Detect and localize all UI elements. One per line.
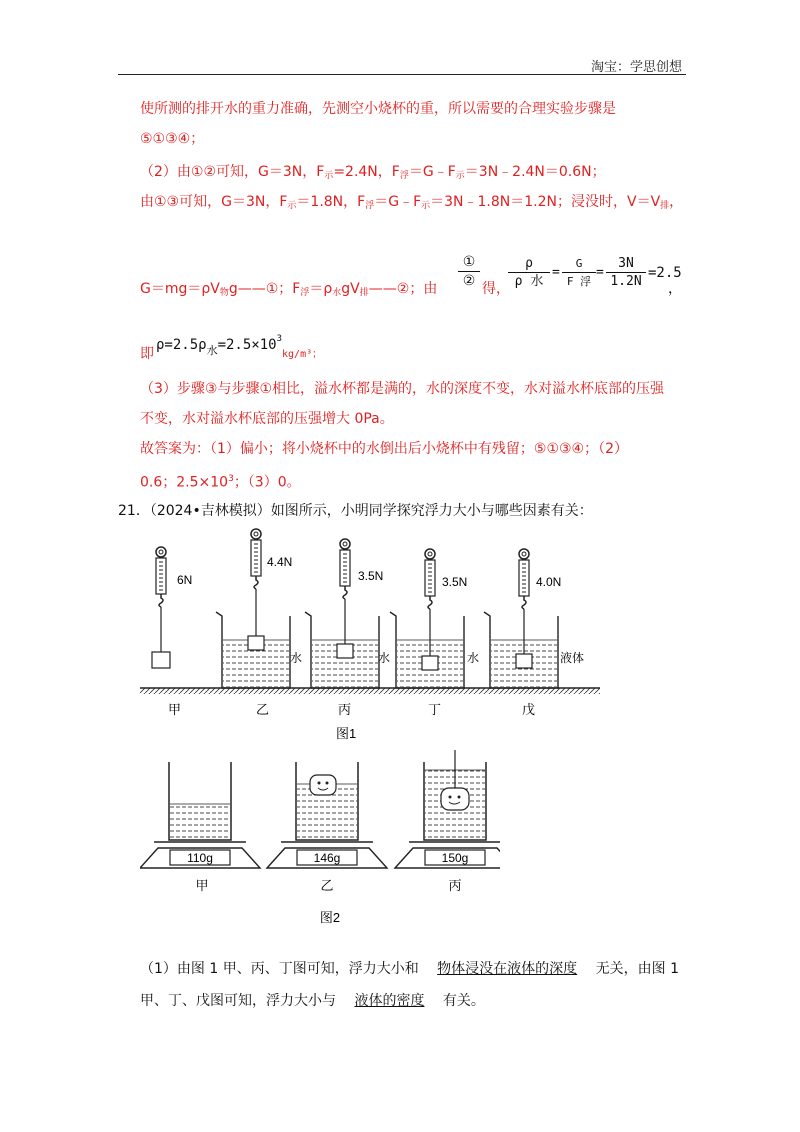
fraction-1-2: ① ② bbox=[458, 254, 480, 289]
label-wu: 戊 bbox=[522, 702, 536, 717]
answer-blank-2: 液体的密度 bbox=[354, 993, 425, 1009]
answer-line-10: 0.6；$2.5\times 10^3$；（3）0。 bbox=[140, 474, 301, 491]
figure-1 bbox=[130, 528, 610, 743]
label-yi: 乙 bbox=[256, 702, 270, 717]
answer-de: 得， bbox=[482, 281, 510, 297]
reading-bing: 3.5N bbox=[358, 569, 384, 583]
fig2-label-bing: 丙 bbox=[448, 878, 462, 893]
answer-line-5: $G=mg=\rho V_物g——①$；$F_浮=\rho_水gV_排——②$；由 bbox=[140, 281, 438, 298]
reading-ding: 3.5N bbox=[442, 575, 468, 589]
header-source: 淘宝：学思创想 bbox=[590, 60, 682, 75]
label-jia: 甲 bbox=[168, 702, 182, 717]
subquestion-1-line-2: 甲、丁、戊图可知，浮力大小与 液体的密度 有关。 bbox=[140, 993, 485, 1009]
figure-2 bbox=[140, 750, 500, 930]
figure-2-caption: 图2 bbox=[319, 910, 341, 925]
answer-line-6-prefix: 即 bbox=[140, 346, 154, 362]
fig2-label-yi: 乙 bbox=[320, 878, 334, 893]
answer-line-7: （3）步骤③与步骤①相比，溢水杯都是满的，水的深度不变，水对溢水杯底部的压强 bbox=[140, 381, 665, 397]
liquid-wu: 液体 bbox=[560, 651, 585, 665]
label-ding: 丁 bbox=[428, 702, 442, 717]
answer-blank-1: 物体浸没在液体的深度 bbox=[437, 961, 578, 977]
mass-jia: 110g bbox=[187, 851, 213, 865]
answer-line-1: 使所测的排开水的重力准确，先测空小烧杯的重，所以需要的合理实验步骤是 bbox=[140, 101, 616, 117]
liquid-bing: 水 bbox=[378, 651, 391, 665]
answer-line-9: 故答案为：（1）偏小；将小烧杯中的水倒出后小烧杯中有残留；⑤①③④；（2） bbox=[140, 441, 629, 457]
reading-wu: 4.0N bbox=[536, 575, 562, 589]
answer-line-5-comma: ， bbox=[668, 281, 682, 297]
density-result: $\rho=2.5\rho_水=2.5\times 10^3_{kg/m^3;}$ bbox=[156, 334, 323, 360]
answer-line-3: （2）由①②可知，G＝3N，$F_示=2.4N$，$F_浮=G﹣F_示=3N﹣2.4N=0.6N$； bbox=[140, 164, 606, 181]
question-stem: 21．（2024•吉林模拟）如图所示，小明同学探究浮力大小与哪些因素有关： bbox=[118, 503, 593, 519]
answer-line-4: 由①③可知，G＝3N，$F_示=1.8N$，$F_浮=G﹣F_示=3N﹣1.8N=1.2N$；浸没时，$V=V_排$， bbox=[140, 194, 684, 211]
liquid-yi: 水 bbox=[290, 651, 303, 665]
answer-line-2: ⑤①③④； bbox=[140, 131, 205, 147]
liquid-ding: 水 bbox=[467, 651, 480, 665]
reading-jia: 6N bbox=[177, 573, 193, 587]
reading-yi: 4.4N bbox=[267, 555, 293, 569]
fig2-label-jia: 甲 bbox=[195, 878, 209, 893]
label-bing: 丙 bbox=[338, 702, 352, 717]
figure-1-caption: 图1 bbox=[336, 726, 357, 741]
mass-bing: 150g bbox=[441, 851, 469, 865]
page-header bbox=[118, 56, 686, 75]
mass-yi: 146g bbox=[313, 851, 341, 865]
answer-line-8: 不变，水对溢水杯底部的压强增大 0Pa。 bbox=[140, 411, 394, 427]
subquestion-1-line-1: （1）由图 1 甲、丙、丁图可知，浮力大小和 物体浸没在液体的深度 无关，由图 1 bbox=[140, 961, 679, 977]
